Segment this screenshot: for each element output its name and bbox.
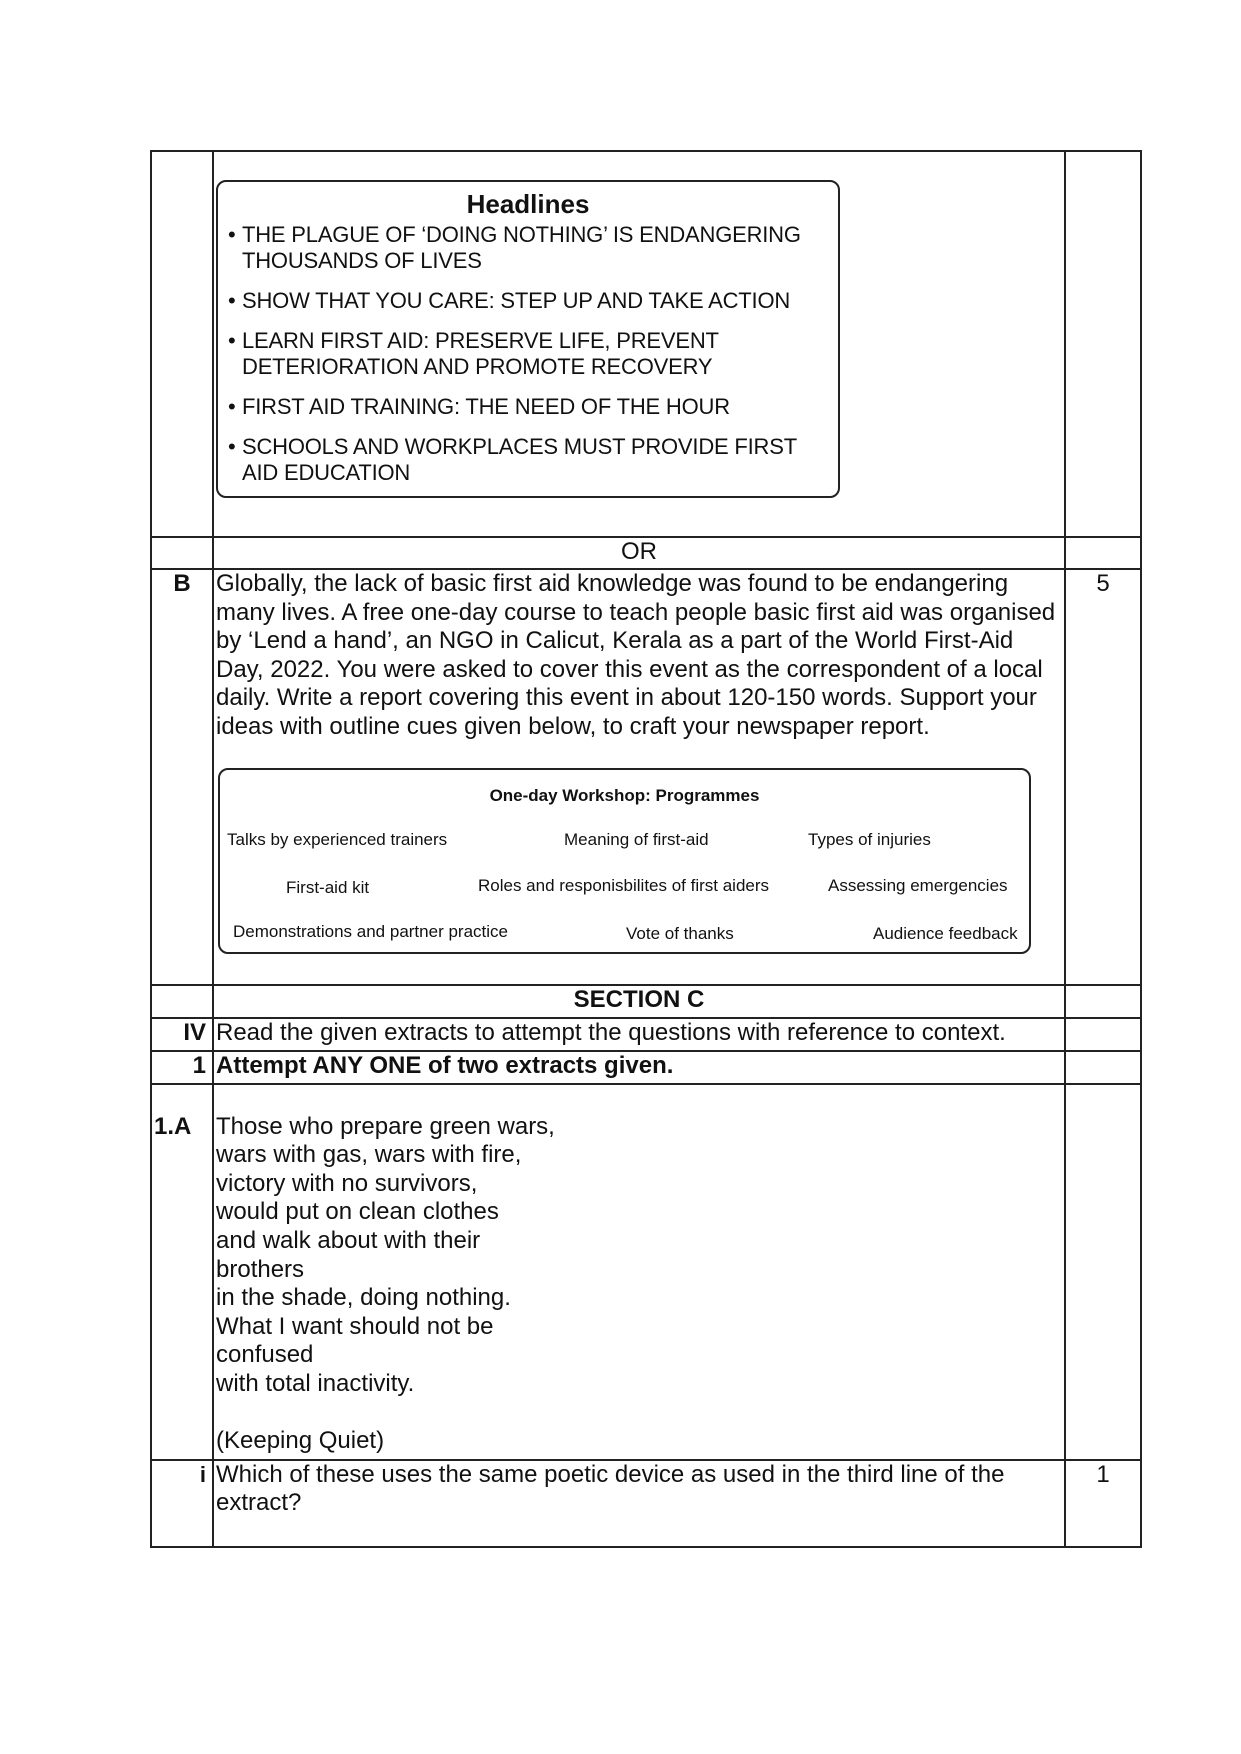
question-b-row <box>151 569 1141 985</box>
extract-1a-label: 1.A <box>151 1084 213 1460</box>
workshop-item: Assessing emergencies <box>828 875 1008 895</box>
headline-item: • FIRST AID TRAINING: THE NEED OF THE HOUR <box>228 394 828 420</box>
headlines-row <box>151 151 1141 537</box>
poem-source: (Keeping Quiet) <box>216 1427 385 1455</box>
content-cell <box>213 151 1065 537</box>
poem-line: Those who prepare green wars, <box>216 1112 555 1140</box>
question-i-text: Which of these uses the same poetic device as used in the third line of the extract? <box>213 1460 1065 1547</box>
headlines-title: Headlines <box>466 189 590 219</box>
workshop-item: Meaning of first-aid <box>564 829 709 849</box>
workshop-box <box>218 768 1031 954</box>
workshop-item: Roles and responisbilites of first aiders <box>478 875 770 895</box>
poem-line: victory with no survivors, <box>216 1169 478 1197</box>
or-divider: OR <box>213 537 1065 569</box>
extract-1a-poem <box>213 1084 1065 1460</box>
headline-item: • LEARN FIRST AID: PRESERVE LIFE, PREVENT DETERIORATION AND PROMOTE RECOVERY <box>228 328 828 380</box>
label-cell <box>151 151 213 537</box>
question-i-row <box>151 1460 1141 1547</box>
question-1-row <box>151 1051 1141 1084</box>
question-b-label: B <box>151 569 213 985</box>
question-b-marks: 5 <box>1065 569 1141 985</box>
workshop-item: First-aid kit <box>286 877 370 897</box>
extract-1a-row <box>151 1084 1141 1460</box>
question-iv-label: IV <box>151 1018 213 1051</box>
headlines-list <box>228 222 828 486</box>
question-i-marks: 1 <box>1065 1460 1141 1547</box>
workshop-item: Demonstrations and partner practice <box>233 921 508 941</box>
or-row <box>151 537 1141 569</box>
poem-line: brothers <box>216 1255 305 1283</box>
question-1-text: Attempt ANY ONE of two extracts given. <box>213 1051 1065 1084</box>
poem-line <box>216 1399 1064 1428</box>
question-table <box>150 150 1142 1548</box>
question-1-label: 1 <box>151 1051 213 1084</box>
poem-line: confused <box>216 1341 314 1369</box>
marks-cell <box>1065 151 1141 537</box>
workshop-item: Types of injuries <box>808 829 931 849</box>
poem-line: and walk about with their <box>216 1226 481 1254</box>
question-iv-row <box>151 1018 1141 1051</box>
section-c-title: SECTION C <box>213 985 1065 1018</box>
poem-line: would put on clean clothes <box>216 1198 499 1226</box>
question-i-label: i <box>151 1460 213 1547</box>
question-b-text: Globally, the lack of basic first aid knowledge was found to be endangering many lives. A free one-day course to teach people basic first aid was organised by ‘Lend a hand’, an NGO in Calicut, Kerala as a part of the World First-Aid Day, 2022. You were asked to cover this event as the correspondent of a local daily. Write a report covering this event in about 120-150 words. Support your ideas with outline cues given below, to craft your newspaper report. <box>216 570 1056 740</box>
headline-item: • SHOW THAT YOU CARE: STEP UP AND TAKE ACTION <box>228 288 828 314</box>
question-b-content <box>213 569 1065 985</box>
section-c-row <box>151 985 1141 1018</box>
poem-line: with total inactivity. <box>216 1369 415 1397</box>
workshop-title: One-day Workshop: Programmes <box>489 785 760 805</box>
poem-line: wars with gas, wars with fire, <box>216 1141 522 1169</box>
headline-item: • SCHOOLS AND WORKPLACES MUST PROVIDE FIRST AID EDUCATION <box>228 434 828 486</box>
headlines-box <box>216 180 840 498</box>
question-iv-text: Read the given extracts to attempt the questions with reference to context. <box>213 1018 1065 1051</box>
workshop-item: Vote of thanks <box>626 923 734 943</box>
workshop-item: Audience feedback <box>873 923 1018 943</box>
headline-item: • THE PLAGUE OF ‘DOING NOTHING’ IS ENDANGERING THOUSANDS OF LIVES <box>228 222 828 274</box>
poem-line: What I want should not be <box>216 1312 494 1340</box>
poem-line: in the shade, doing nothing. <box>216 1284 511 1312</box>
workshop-item: Talks by experienced trainers <box>227 829 448 849</box>
